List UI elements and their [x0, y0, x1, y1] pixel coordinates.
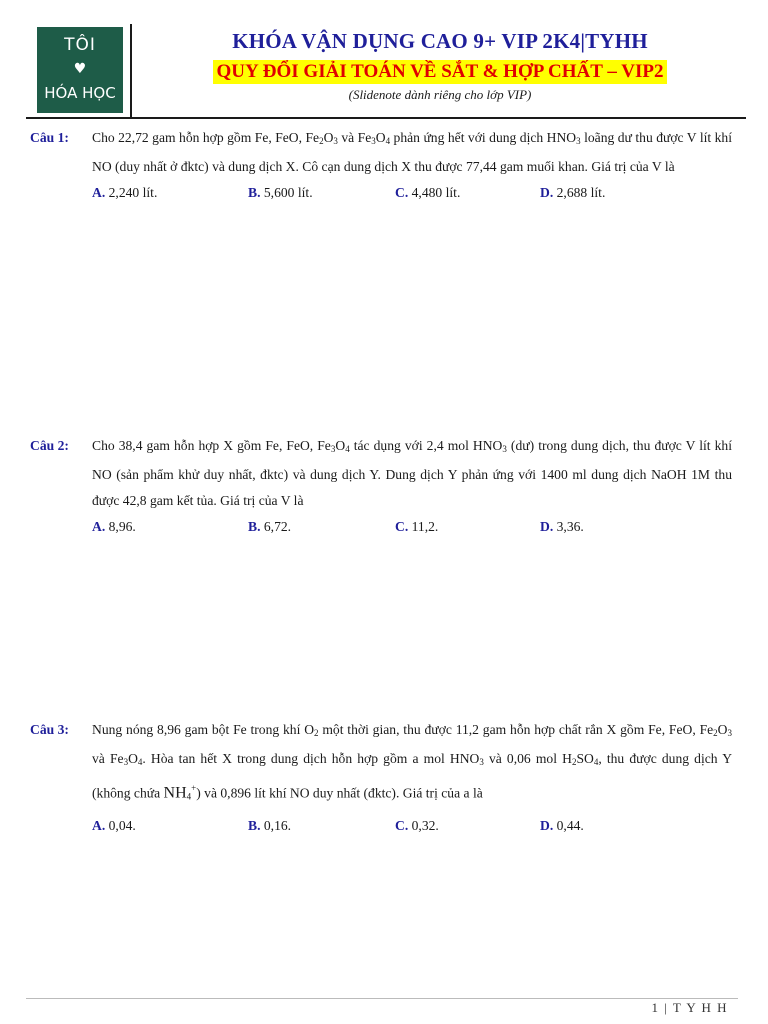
answer-options [92, 514, 732, 540]
question-text: Cho 22,72 gam hỗn hợp gồm Fe, FeO, $Fe_2O_3$ và $Fe_3O_4$ phản ứng hết với dung dịch $HNO_3$ loãng dư thu được V lít khí NO (duy nhất ở đktc) và dung dịch X. Cô cạn dung dịch X thu được 77,44 gam muối khan. Giá trị của V là [92, 130, 732, 174]
option-c[interactable]: C. 0,32. [395, 818, 439, 834]
question-text: Nung nóng 8,96 gam bột Fe trong khí $O_2$ một thời gian, thu được 11,2 gam hỗn hợp chất rắn X gồm Fe, FeO, $Fe_2O_3$ và $Fe_3O_4$. Hòa tan hết X trong dung dịch hỗn hợp gồm a mol $HNO_3$ và 0,06 mol $H_2SO_4$, thu được dung dịch Y (không chứa $NH_4^+$) và 0,896 lít khí NO duy nhất (đktc). Giá trị của a là [92, 717, 732, 809]
option-d[interactable]: D. 3,36. [540, 519, 584, 534]
slidenote-caption: (Slidenote dành riêng cho lớp VIP) [348, 87, 532, 102]
option-b[interactable]: B. 0,16. [248, 818, 292, 834]
answer-options [92, 180, 732, 206]
question-number: Câu 2: [30, 438, 69, 453]
footer-separator: | [664, 1000, 669, 1015]
page-number: 1 [651, 1000, 660, 1015]
option-c[interactable]: C. 11,2. [395, 519, 439, 534]
option-b[interactable]: B. 5,600 lít. [248, 185, 313, 200]
option-a[interactable]: A. 2,240 lít. [92, 185, 158, 200]
header-divider-horizontal [26, 117, 746, 119]
option-d[interactable]: D. 0,44. [540, 818, 584, 834]
footer-brand: T Y H H [672, 1000, 728, 1015]
logo-line-1: TÔI [64, 35, 96, 55]
option-c[interactable]: C. 4,480 lít. [395, 185, 461, 200]
option-a[interactable]: A. 0,04. [92, 818, 136, 834]
question-3 [30, 717, 732, 839]
page-footer [651, 1000, 728, 1016]
question-number: Câu 3: [30, 722, 69, 737]
question-1 [30, 125, 732, 206]
header-divider-vertical [130, 24, 132, 118]
logo-line-2: HÓA HỌC [44, 84, 116, 102]
answer-options [92, 813, 732, 839]
question-number: Câu 1: [30, 130, 69, 145]
footer-divider [26, 998, 738, 999]
question-2 [30, 433, 732, 540]
ammonium-ion: $NH_4^+$ [163, 783, 197, 802]
logo [37, 27, 123, 113]
topic-title: QUY ĐỔI GIẢI TOÁN VỀ SẮT & HỢP CHẤT – VIP2 [213, 60, 668, 84]
option-b[interactable]: B. 6,72. [248, 519, 292, 534]
course-title: KHÓA VẬN DỤNG CAO 9+ VIP 2K4|TYHH [232, 29, 648, 53]
topic-title-wrap [140, 60, 740, 84]
option-a[interactable]: A. 8,96. [92, 519, 136, 534]
heart-icon: ♥ [73, 61, 87, 77]
question-text: Cho 38,4 gam hỗn hợp X gồm Fe, FeO, $Fe_3O_4$ tác dụng với 2,4 mol $HNO_3$ (dư) trong dung dịch, thu được V lít khí NO (sản phẩm khử duy nhất, đktc) và dung dịch Y. Dung dịch Y phản ứng với 1400 ml dung dịch NaOH 1M thu được 42,8 gam kết tủa. Giá trị của V là [92, 438, 733, 508]
option-d[interactable]: D. 2,688 lít. [540, 185, 606, 200]
